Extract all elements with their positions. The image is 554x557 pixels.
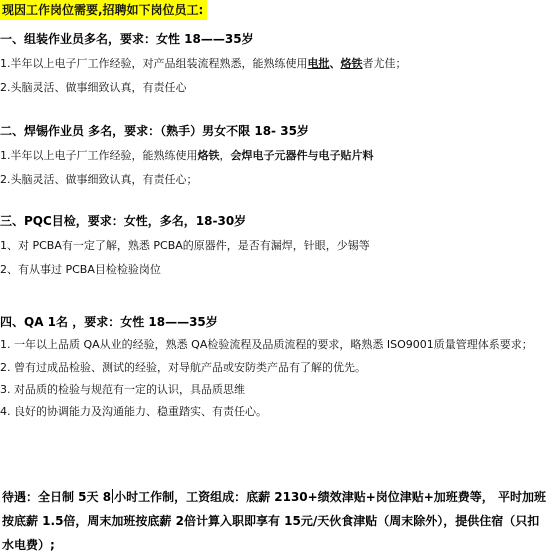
section-heading: 四、QA 1名 ，要求：女性 18——35岁 xyxy=(0,315,218,329)
section-soldering-operator xyxy=(0,121,550,189)
highlight-electric-screwdriver: 电批 xyxy=(307,57,330,70)
section-pqc-inspection xyxy=(0,211,550,279)
requirement-item: 2.头脑灵活、做事细致认真，有责任心 xyxy=(0,81,187,94)
requirement-item: 2、有从事过 PCBA目检检验岗位 xyxy=(0,263,161,276)
section-heading: 二、焊锡作业员 多名，要求：（熟手）男女不限 18- 35岁 xyxy=(0,124,309,138)
requirement-item: 1.半年以上电子厂工作经验，能熟练使用烙铁，会焊电子元器件与电子贴片料 xyxy=(0,149,374,162)
requirement-item: 1.半年以上电子厂工作经验，对产品组装流程熟悉，能熟练使用电批、烙铁者尤佳； xyxy=(0,57,407,70)
requirement-item: 2.头脑灵活、做事细致认真，有责任心； xyxy=(0,173,198,186)
requirement-item: 3. 对品质的检验与规范有一定的认识，具品质思维 xyxy=(0,383,245,396)
requirement-item: 1、对 PCBA有一定了解，熟悉 PCBA的原器件，是否有漏焊，针眼，少锡等 xyxy=(0,239,370,252)
section-qa xyxy=(0,312,550,421)
requirement-item: 1. 一年以上品质 QA从业的经验，熟悉 QA检验流程及品质流程的要求，略熟悉 ISO9001质量管理体系要求； xyxy=(0,338,533,351)
section-heading: 三、PQC目检，要求：女性，多名，18-30岁 xyxy=(0,214,247,228)
intro-banner: 现因工作岗位需要,招聘如下岗位员工: xyxy=(0,0,207,20)
treatment-paragraph: 待遇：全日制 5天 8 小时工作制，工资组成：底薪 2130+绩效津贴+岗位津贴+加班费等， 平时加班按底薪 1.5倍，周末加班按底薪 2倍计算入职即享有 15元/天伙食津贴（周末除外），提供住宿（只扣水电费）; xyxy=(2,490,546,552)
highlight-soldering-iron: 烙铁 xyxy=(197,149,220,162)
section-assembly-operator xyxy=(0,29,550,97)
section-heading: 一、组装作业员多名，要求：女性 18——35岁 xyxy=(0,32,254,46)
requirement-item: 4. 良好的协调能力及沟通能力、稳重踏实、有责任心。 xyxy=(0,405,267,418)
highlight-soldering-iron: 烙铁 xyxy=(340,57,363,70)
requirement-item: 2. 曾有过成品检验、测试的经验，对导航产品或安防类产品有了解的优先。 xyxy=(0,361,366,374)
highlight-component-soldering: 会焊电子元器件与电子贴片料 xyxy=(230,149,374,162)
text-cursor xyxy=(112,489,113,503)
